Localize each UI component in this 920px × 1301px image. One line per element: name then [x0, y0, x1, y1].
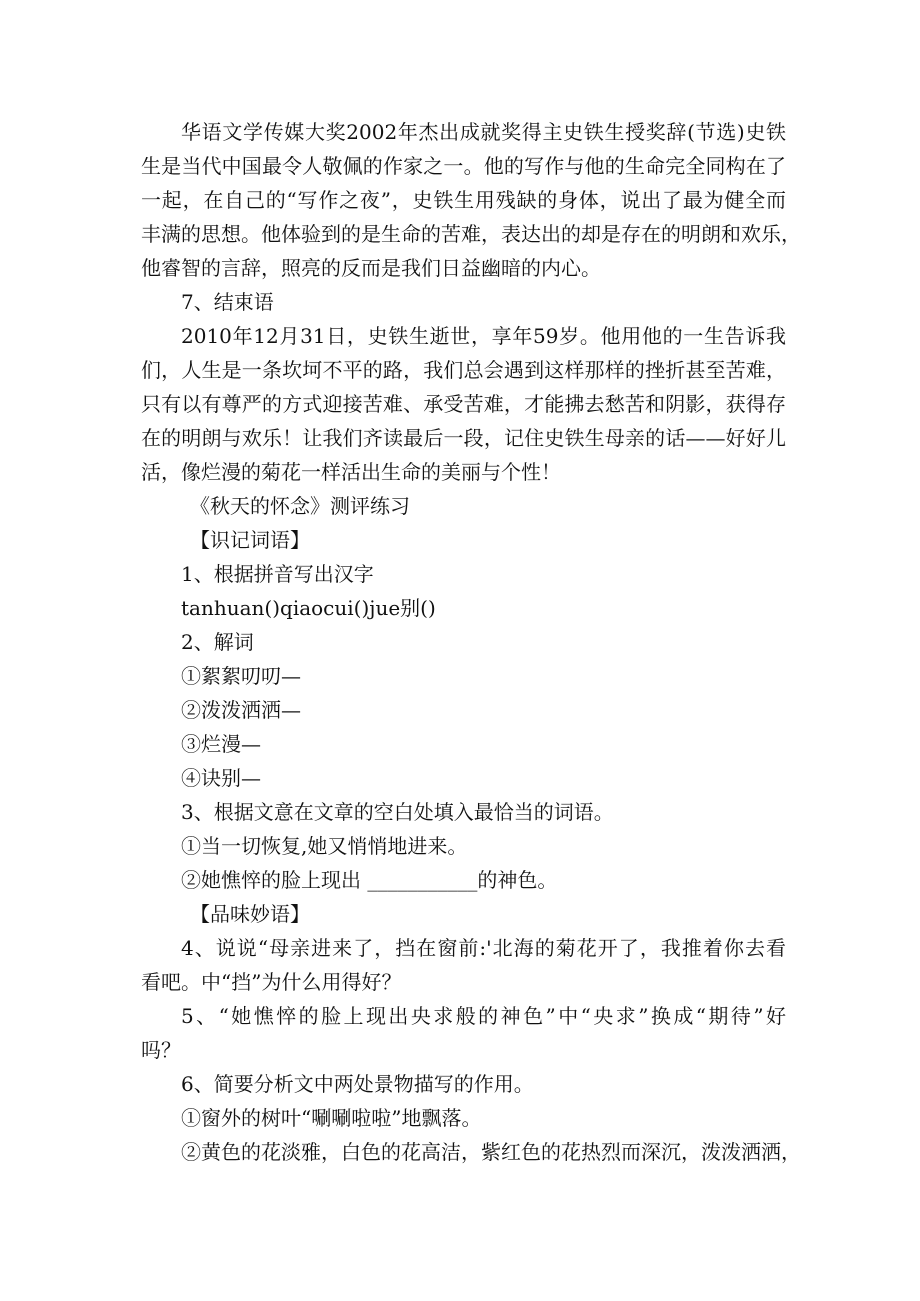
list-item: ②泼泼洒洒— — [181, 698, 301, 722]
paragraph-line: 丰满的思想。他体验到的是生命的苦难，表达出的却是存在的明朗和欢乐， — [141, 222, 801, 246]
section-heading: 【品味妙语】 — [190, 902, 310, 926]
list-item: ①窗外的树叶“唰唰啦啦”地飘落。 — [181, 1106, 482, 1130]
paragraph-line: 2010年12月31日，史铁生逝世，享年59岁。他用他的一生告诉我 — [181, 324, 786, 348]
question-line: 看吧。中“挡”为什么用得好？ — [141, 970, 402, 994]
list-item: ②黄色的花淡雅，白色的花高洁，紫红色的花热烈而深沉，泼泼洒洒， — [181, 1140, 801, 1164]
section-heading: 7、结束语 — [181, 290, 274, 314]
question-line: 2、解词 — [181, 630, 254, 654]
question-line: 3、根据文意在文章的空白处填入最恰当的词语。 — [181, 800, 614, 824]
paragraph-line: 生是当代中国最令人敬佩的作家之一。他的写作与他的生命完全同构在了 — [141, 154, 786, 178]
question-line: 1、根据拼音写出汉字 — [181, 562, 374, 586]
question-line: 6、简要分析文中两处景物描写的作用。 — [181, 1072, 534, 1096]
paragraph-line: 华语文学传媒大奖2002年杰出成就奖得主史铁生授奖辞(节选)史铁 — [181, 120, 786, 144]
list-item: ④诀别— — [181, 766, 261, 790]
question-line: 4、说说“母亲进来了，挡在窗前:'北海的菊花开了，我推着你去看 — [181, 936, 786, 960]
paragraph-line: 活，像烂漫的菊花一样活出生命的美丽与个性！ — [141, 460, 561, 484]
paragraph-line: 只有以有尊严的方式迎接苦难、承受苦难，才能拂去愁苦和阴影，获得存 — [141, 392, 786, 416]
paragraph-line: 一起，在自己的“写作之夜”，史铁生用残缺的身体，说出了最为健全而 — [141, 188, 786, 212]
section-heading: 【识记词语】 — [190, 528, 310, 552]
paragraph-line: 们，人生是一条坎坷不平的路，我们总会遇到这样那样的挫折甚至苦难， — [141, 358, 786, 382]
list-item: ①当一切恢复,她又悄悄地进来。 — [181, 834, 468, 858]
question-line: tanhuan()qiaocui()jue别() — [181, 596, 436, 620]
list-item: ③烂漫— — [181, 732, 261, 756]
list-item: ①絮絮叨叨— — [181, 664, 301, 688]
question-line: 5、“她憔悴的脸上现出央求般的神色”中“央求”换成“期待”好 — [181, 1004, 786, 1028]
list-item: ②她憔悴的脸上现出 ___________的神色。 — [181, 868, 558, 892]
question-line: 吗？ — [141, 1038, 181, 1062]
paragraph-line: 在的明朗与欢乐！让我们齐读最后一段，记住史铁生母亲的话——好好儿 — [141, 426, 786, 450]
paragraph-line: 他睿智的言辞，照亮的反而是我们日益幽暗的内心。 — [141, 256, 601, 280]
exercise-title: 《秋天的怀念》测评练习 — [190, 494, 410, 518]
